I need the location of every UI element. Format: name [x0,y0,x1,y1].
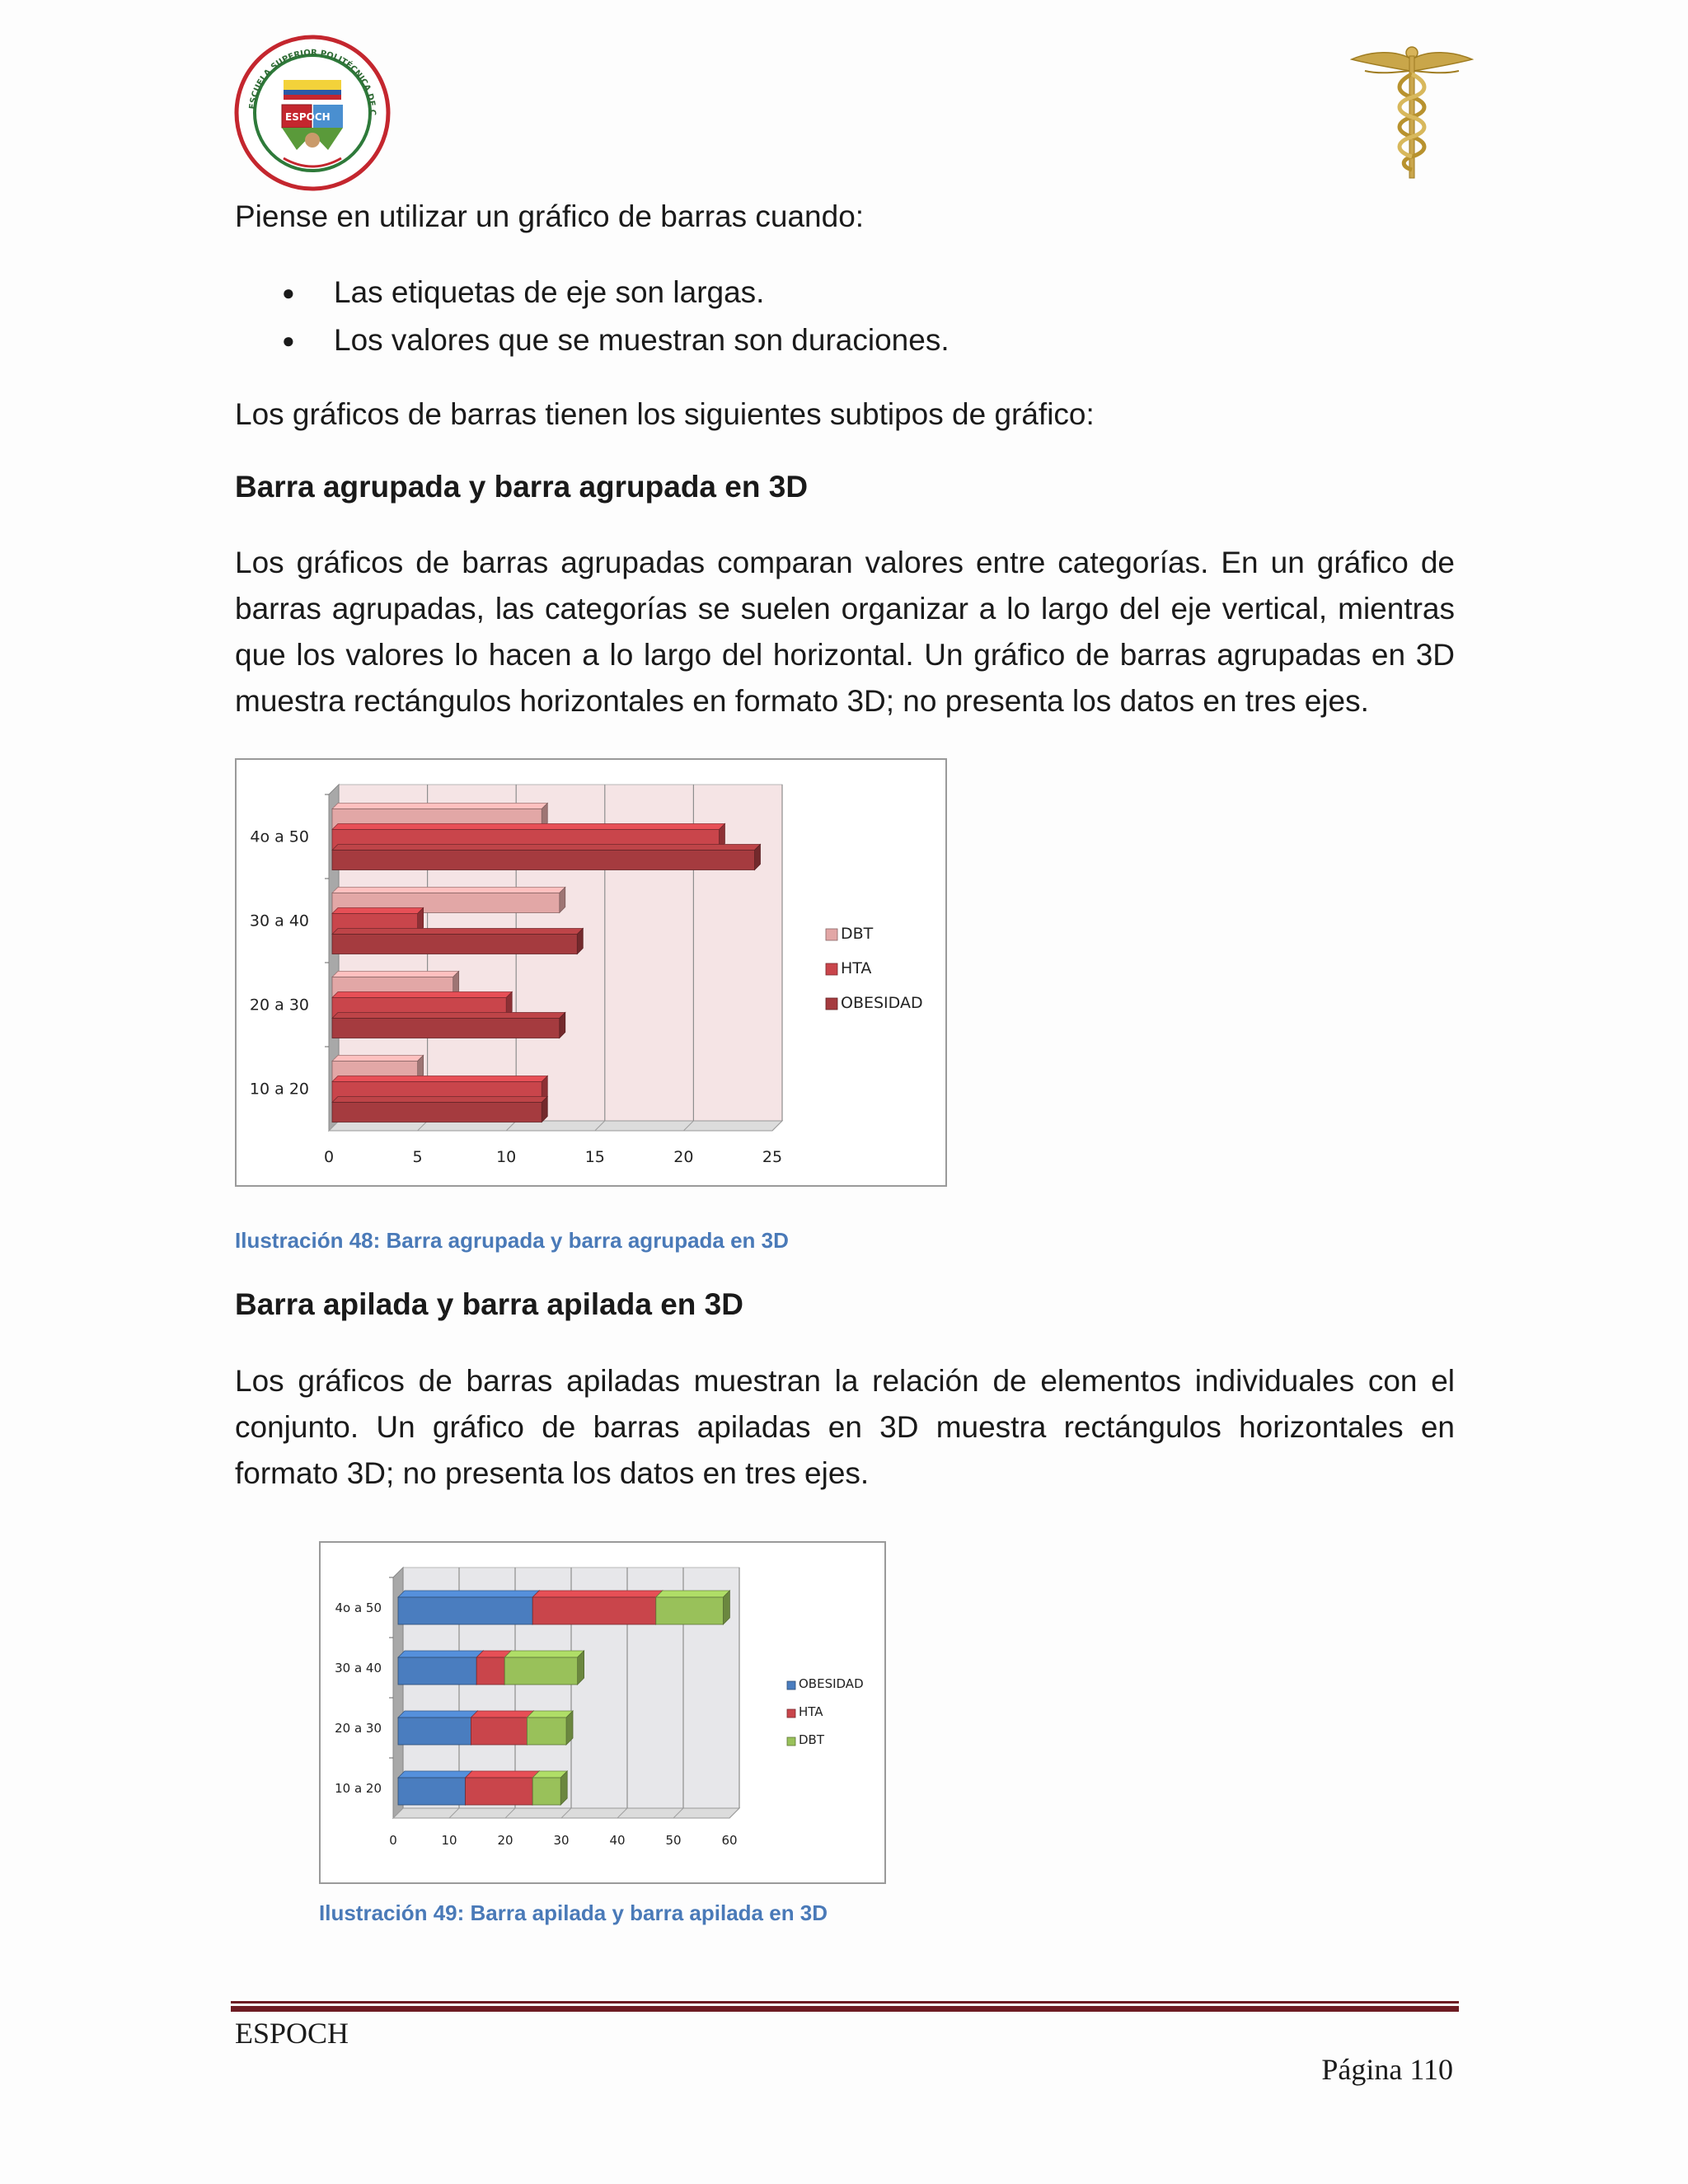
legend-swatch-obesidad [787,1681,795,1690]
bar-obesidad-top [398,1771,472,1778]
bar-obesidad [398,1718,471,1745]
bar-obesidad [332,1103,542,1122]
y-category-label: 20 a 30 [335,1720,382,1736]
x-tick-label: 15 [584,1148,605,1166]
y-category-label: 4o a 50 [335,1600,382,1615]
x-tick-label: 50 [665,1833,682,1848]
bar-dbt [504,1657,577,1685]
bullet-item: ● Los valores que se muestran son duraciones. [235,316,950,364]
bar-obesidad [332,1019,560,1038]
bar-dbt [527,1718,566,1745]
legend-label-hta: HTA [841,959,872,977]
bar-dbt [532,1778,560,1805]
x-tick-label: 10 [441,1833,457,1848]
x-tick-label: 5 [412,1148,423,1166]
bar-hta-top [332,1076,547,1082]
bar-obesidad-top [332,929,583,935]
bar-obesidad [398,1778,466,1805]
legend-swatch-hta [787,1709,795,1718]
subtypes-paragraph: Los gráficos de barras tienen los siguientes subtipos de gráfico: [235,397,1095,431]
y-category-label: 4o a 50 [250,827,309,846]
figure-caption-48: Ilustración 48: Barra agrupada y barra agrupada en 3D [235,1228,789,1253]
bar-dbt-top [527,1711,573,1718]
legend-label-dbt: DBT [841,925,874,943]
x-tick-label: 0 [389,1833,397,1848]
x-tick-label: 60 [721,1833,738,1848]
bar-hta-top [332,824,724,830]
bar-obesidad [332,851,754,870]
clustered-bar-chart [235,758,947,1187]
bar-obesidad-top [332,1097,547,1103]
espoch-seal-logo [234,35,391,191]
legend-label-hta: HTA [799,1704,823,1719]
seal-center-text: ESPOCH [285,111,331,123]
legend-label-obesidad: OBESIDAD [841,994,923,1012]
stacked-bar-chart [319,1541,886,1884]
legend-swatch-obesidad [826,998,837,1010]
bar-obesidad-top [398,1591,539,1597]
x-tick-label: 25 [762,1148,783,1166]
x-tick-label: 20 [673,1148,694,1166]
bar-obesidad-top [332,1013,565,1019]
bar-hta-top [471,1711,533,1718]
bar-hta [471,1718,527,1745]
section-heading-clustered: Barra agrupada y barra agrupada en 3D [235,470,809,504]
x-tick-label: 10 [496,1148,517,1166]
footer-rule [231,2001,1459,2012]
bullet-list [235,269,950,364]
clustered-bar-chart-svg [237,760,945,1185]
bar-hta-top [532,1591,663,1597]
bar-hta-top [466,1771,540,1778]
footer-institution: ESPOCH [235,2017,349,2050]
bar-obesidad-top [332,845,760,851]
x-tick-label: 0 [323,1148,335,1166]
y-category-label: 10 a 20 [335,1780,382,1796]
bar-obesidad [398,1597,532,1624]
bar-dbt-top [332,1056,424,1062]
page-number: Página 110 [1321,2053,1453,2086]
bar-dbt-top [332,888,565,893]
bar-dbt [656,1597,724,1624]
bar-hta [476,1657,504,1685]
legend-label-dbt: DBT [799,1732,825,1747]
y-category-label: 20 a 30 [249,996,309,1015]
section-heading-stacked: Barra apilada y barra apilada en 3D [235,1287,743,1321]
bar-hta [532,1597,656,1624]
bar-dbt-top [332,804,547,809]
bar-obesidad [332,935,577,954]
figure-caption-49: Ilustración 49: Barra apilada y barra apilada en 3D [319,1900,828,1925]
caduceus-icon [1350,41,1474,181]
y-category-label: 30 a 40 [335,1660,382,1675]
bar-dbt-top [504,1651,584,1657]
bar-dbt-top [332,972,459,977]
bar-obesidad-top [398,1711,477,1718]
y-category-label: 30 a 40 [249,912,309,930]
bar-hta-top [332,992,512,998]
legend-swatch-dbt [826,929,837,940]
bar-obesidad-top [398,1651,483,1657]
legend-swatch-dbt [787,1737,795,1746]
bar-dbt-top [656,1591,730,1597]
x-tick-label: 20 [497,1833,513,1848]
stacked-bar-chart-svg [321,1543,884,1882]
seal-ring-text: ESCUELA SUPERIOR POLITÉCNICA DE C [248,48,377,116]
bar-obesidad [398,1657,476,1685]
y-category-label: 10 a 20 [249,1080,309,1099]
x-tick-label: 40 [609,1833,626,1848]
section-text-stacked: Los gráficos de barras apiladas muestran la relación de elementos individuales con el conjunto. Un gráfico de barras apiladas en 3D muestra rectángulos horizontales en formato 3D; no presenta los datos en tres ejes. [235,1364,1455,1490]
intro-paragraph: Piense en utilizar un gráfico de barras cuando: [235,199,865,233]
x-tick-label: 30 [553,1833,570,1848]
bar-hta [466,1778,533,1805]
legend-label-obesidad: OBESIDAD [799,1676,864,1691]
legend-swatch-hta [826,963,837,975]
section-text-clustered: Los gráficos de barras agrupadas comparan valores entre categorías. En un gráfico de barras agrupadas, las categorías se suelen organizar a lo largo del eje vertical, mientras que los valores lo hacen a lo largo del horizontal. Un gráfico de barras agrupadas en 3D muestra rectángulos horizontales en formato 3D; no presenta los datos en tres ejes. [235,546,1455,718]
bar-hta-top [332,908,424,914]
bullet-item: ● Las etiquetas de eje son largas. [235,269,950,316]
